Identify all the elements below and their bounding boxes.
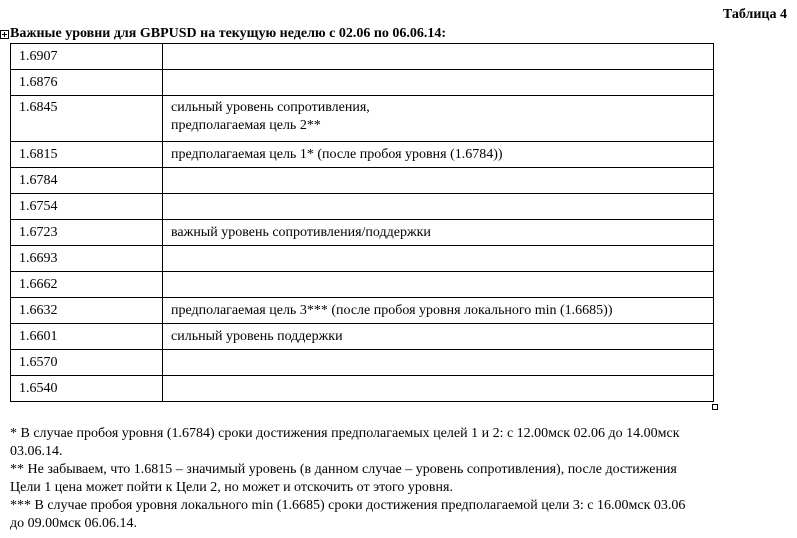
table-row xyxy=(11,246,714,272)
comment-cell[interactable] xyxy=(163,168,714,194)
level-cell[interactable]: 1.6815 xyxy=(11,142,163,168)
table-row xyxy=(11,272,714,298)
comment-cell[interactable] xyxy=(163,70,714,96)
level-cell[interactable]: 1.6784 xyxy=(11,168,163,194)
comment-cell[interactable] xyxy=(163,272,714,298)
table-caption: Таблица 4 xyxy=(722,7,787,22)
comment-cell[interactable] xyxy=(163,246,714,272)
footnote-line: * В случае пробоя уровня (1.6784) сроки достижения предполагаемых целей 1 и 2: с 12.00мск 02.06 до 14.00мск xyxy=(10,426,680,441)
table-row xyxy=(11,142,714,168)
level-cell[interactable]: 1.6601 xyxy=(11,324,163,350)
comment-cell[interactable] xyxy=(163,194,714,220)
comment-cell[interactable]: предполагаемая цель 1* (после пробоя уровня (1.6784)) xyxy=(163,142,714,168)
comment-cell[interactable]: сильный уровень поддержки xyxy=(163,324,714,350)
table-row xyxy=(11,168,714,194)
level-cell[interactable]: 1.6662 xyxy=(11,272,163,298)
comment-cell[interactable] xyxy=(163,350,714,376)
levels-table xyxy=(10,43,714,402)
table-resize-handle-icon[interactable] xyxy=(712,404,718,410)
footnotes xyxy=(10,425,794,533)
footnote xyxy=(10,425,794,461)
table-row xyxy=(11,298,714,324)
level-cell[interactable]: 1.6754 xyxy=(11,194,163,220)
level-cell[interactable]: 1.6693 xyxy=(11,246,163,272)
table-row xyxy=(11,324,714,350)
footnote-line: 03.06.14. xyxy=(10,444,63,459)
level-cell[interactable]: 1.6632 xyxy=(11,298,163,324)
comment-line: сильный уровень сопротивления, xyxy=(171,100,370,115)
footnote-line: до 09.00мск 06.06.14. xyxy=(10,516,137,531)
comment-cell[interactable] xyxy=(163,96,714,142)
footnote xyxy=(10,497,794,533)
table-title: Важные уровни для GBPUSD на текущую неделю с 02.06 по 06.06.14: xyxy=(10,26,447,41)
footnote-line: *** В случае пробоя уровня локального min (1.6685) сроки достижения предполагаемой цели 3: с 16.00мск 03.06 xyxy=(10,498,686,513)
level-cell[interactable]: 1.6723 xyxy=(11,220,163,246)
table-row xyxy=(11,96,714,142)
footnote-line: Цели 1 цена может пойти к Цели 2, но может и отскочить от этого уровня. xyxy=(10,480,453,495)
level-cell[interactable]: 1.6540 xyxy=(11,376,163,402)
comment-cell[interactable] xyxy=(163,44,714,70)
comment-line: предполагаемая цель 2** xyxy=(171,118,321,133)
table-row xyxy=(11,350,714,376)
comment-cell[interactable] xyxy=(163,376,714,402)
level-cell[interactable]: 1.6907 xyxy=(11,44,163,70)
table-row xyxy=(11,44,714,70)
comment-cell[interactable]: предполагаемая цель 3*** (после пробоя уровня локального min (1.6685)) xyxy=(163,298,714,324)
level-cell[interactable]: 1.6570 xyxy=(11,350,163,376)
level-cell[interactable]: 1.6845 xyxy=(11,96,163,142)
comment-cell[interactable]: важный уровень сопротивления/поддержки xyxy=(163,220,714,246)
table-row xyxy=(11,70,714,96)
footnote-line: ** Не забываем, что 1.6815 – значимый уровень (в данном случае – уровень сопротивления), после достижения xyxy=(10,462,677,477)
footnote xyxy=(10,461,794,497)
table-row xyxy=(11,220,714,246)
level-cell[interactable]: 1.6876 xyxy=(11,70,163,96)
table-row xyxy=(11,194,714,220)
table-move-handle-icon[interactable] xyxy=(0,30,9,39)
table-row xyxy=(11,376,714,402)
